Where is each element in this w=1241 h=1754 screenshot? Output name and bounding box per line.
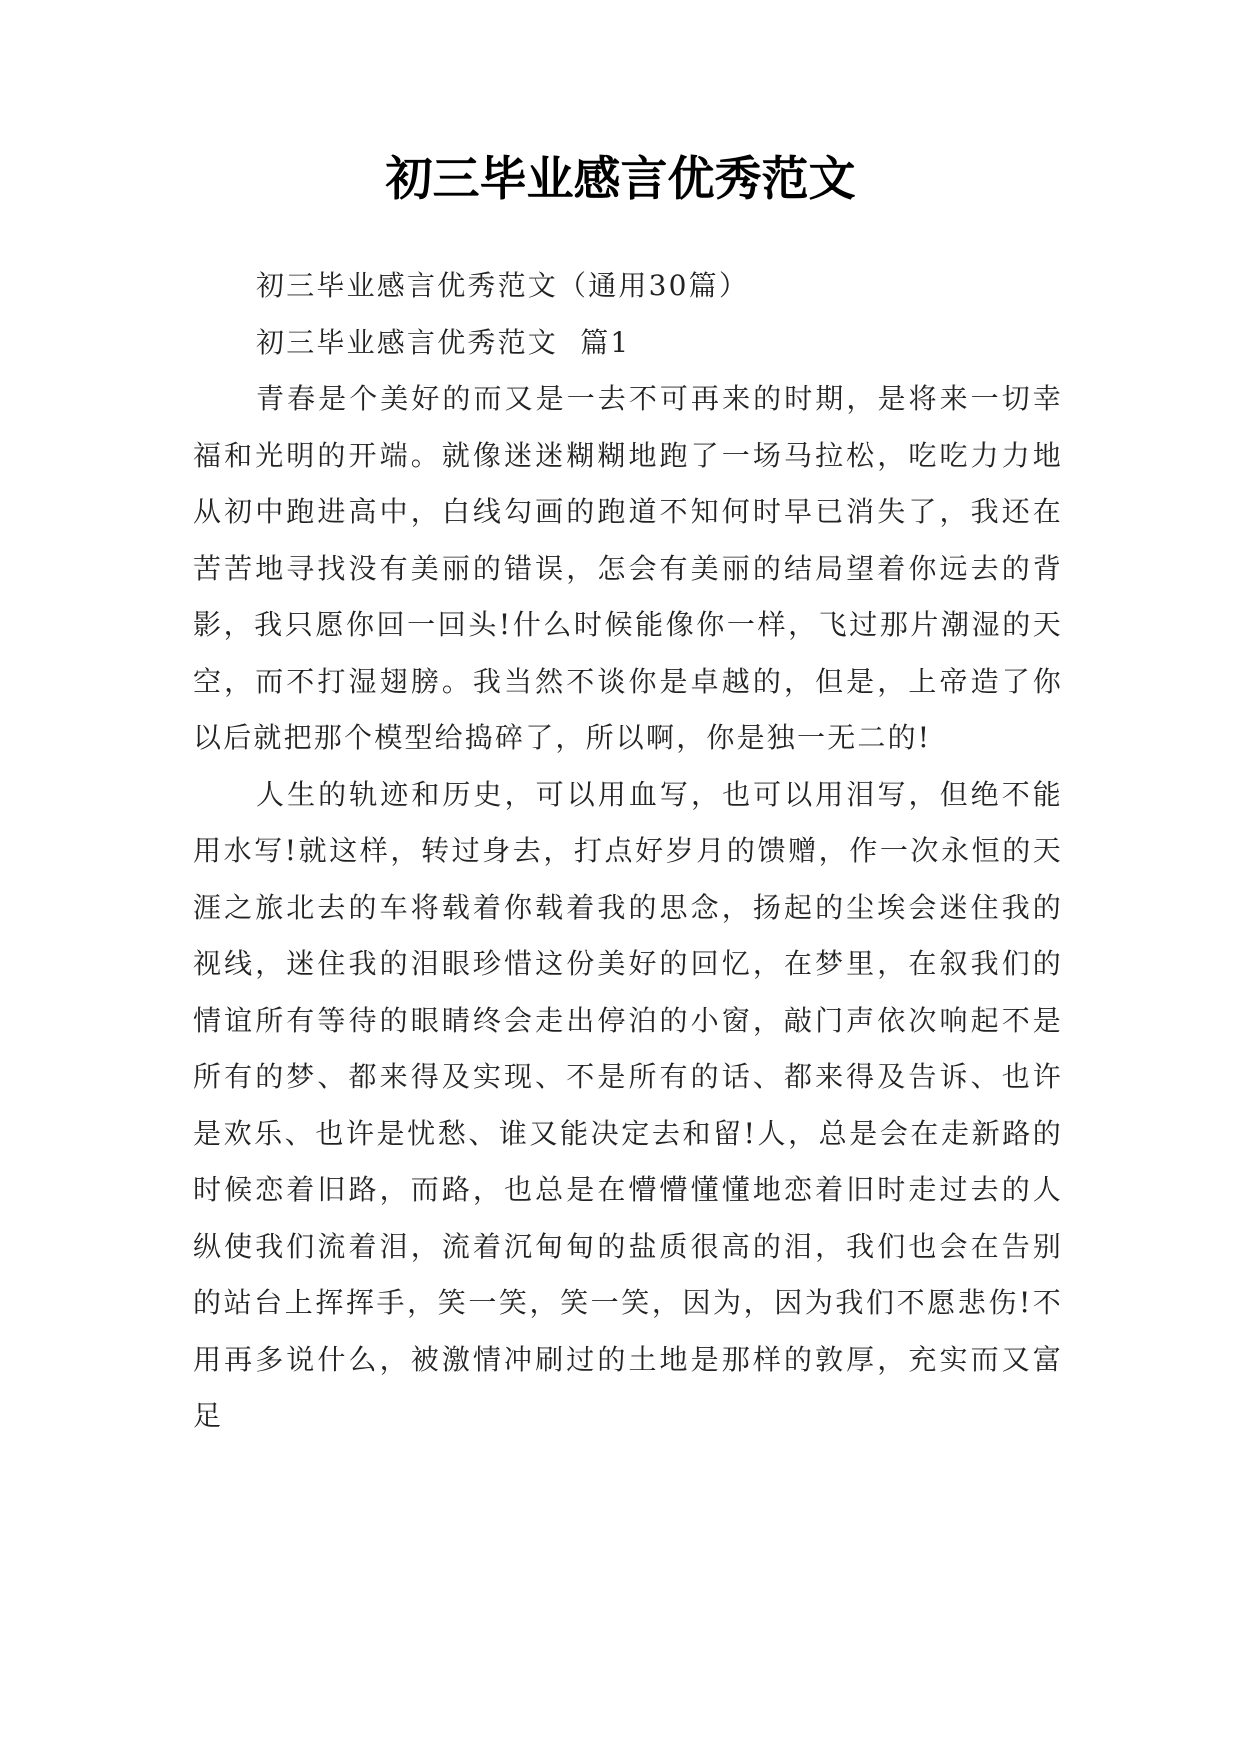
paragraph-2: 人生的轨迹和历史，可以用血写，也可以用泪写，但绝不能用水写!就这样，转过身去，打点好岁月的馈赠，作一次永恒的天涯之旅北去的车将载着你载着我的思念，扬起的尘埃会迷住我的视线，迷住我的泪眼珍惜这份美好的回忆，在梦里，在叙我们的情谊所有等待的眼睛终会走出停泊的小窗，敲门声依次响起不是所有的梦、都来得及实现、不是所有的话、都来得及告诉、也许是欢乐、也许是忧愁、谁又能决定去和留!人，总是会在走新路的时候恋着旧路，而路，也总是在懵懵懂懂地恋着旧时走过去的人纵使我们流着泪，流着沉甸甸的盐质很高的泪，我们也会在告别的站台上挥挥手，笑一笑，笑一笑，因为，因为我们不愿悲伤!不用再多说什么，被激情冲刷过的土地是那样的敦厚，充实而又富足 bbox=[193, 777, 1063, 1432]
paragraph-1: 青春是个美好的而又是一去不可再来的时期，是将来一切幸福和光明的开端。就像迷迷糊糊地跑了一场马拉松，吃吃力力地从初中跑进高中，白线勾画的跑道不知何时早已消失了，我还在苦苦地寻找没有美丽的错误，怎会有美丽的结局望着你远去的背影，我只愿你回一回头!什么时候能像你一样，飞过那片潮湿的天空，而不打湿翅膀。我当然不谈你是卓越的，但是，上帝造了你以后就把那个模型给捣碎了，所以啊，你是独一无二的! bbox=[193, 382, 1063, 754]
document-subtitle: 初三毕业感言优秀范文（通用30篇） bbox=[256, 269, 750, 302]
section-heading: 初三毕业感言优秀范文 篇1 bbox=[256, 325, 631, 359]
document-body bbox=[193, 258, 1063, 1445]
document-title: 初三毕业感言优秀范文 bbox=[385, 152, 856, 207]
